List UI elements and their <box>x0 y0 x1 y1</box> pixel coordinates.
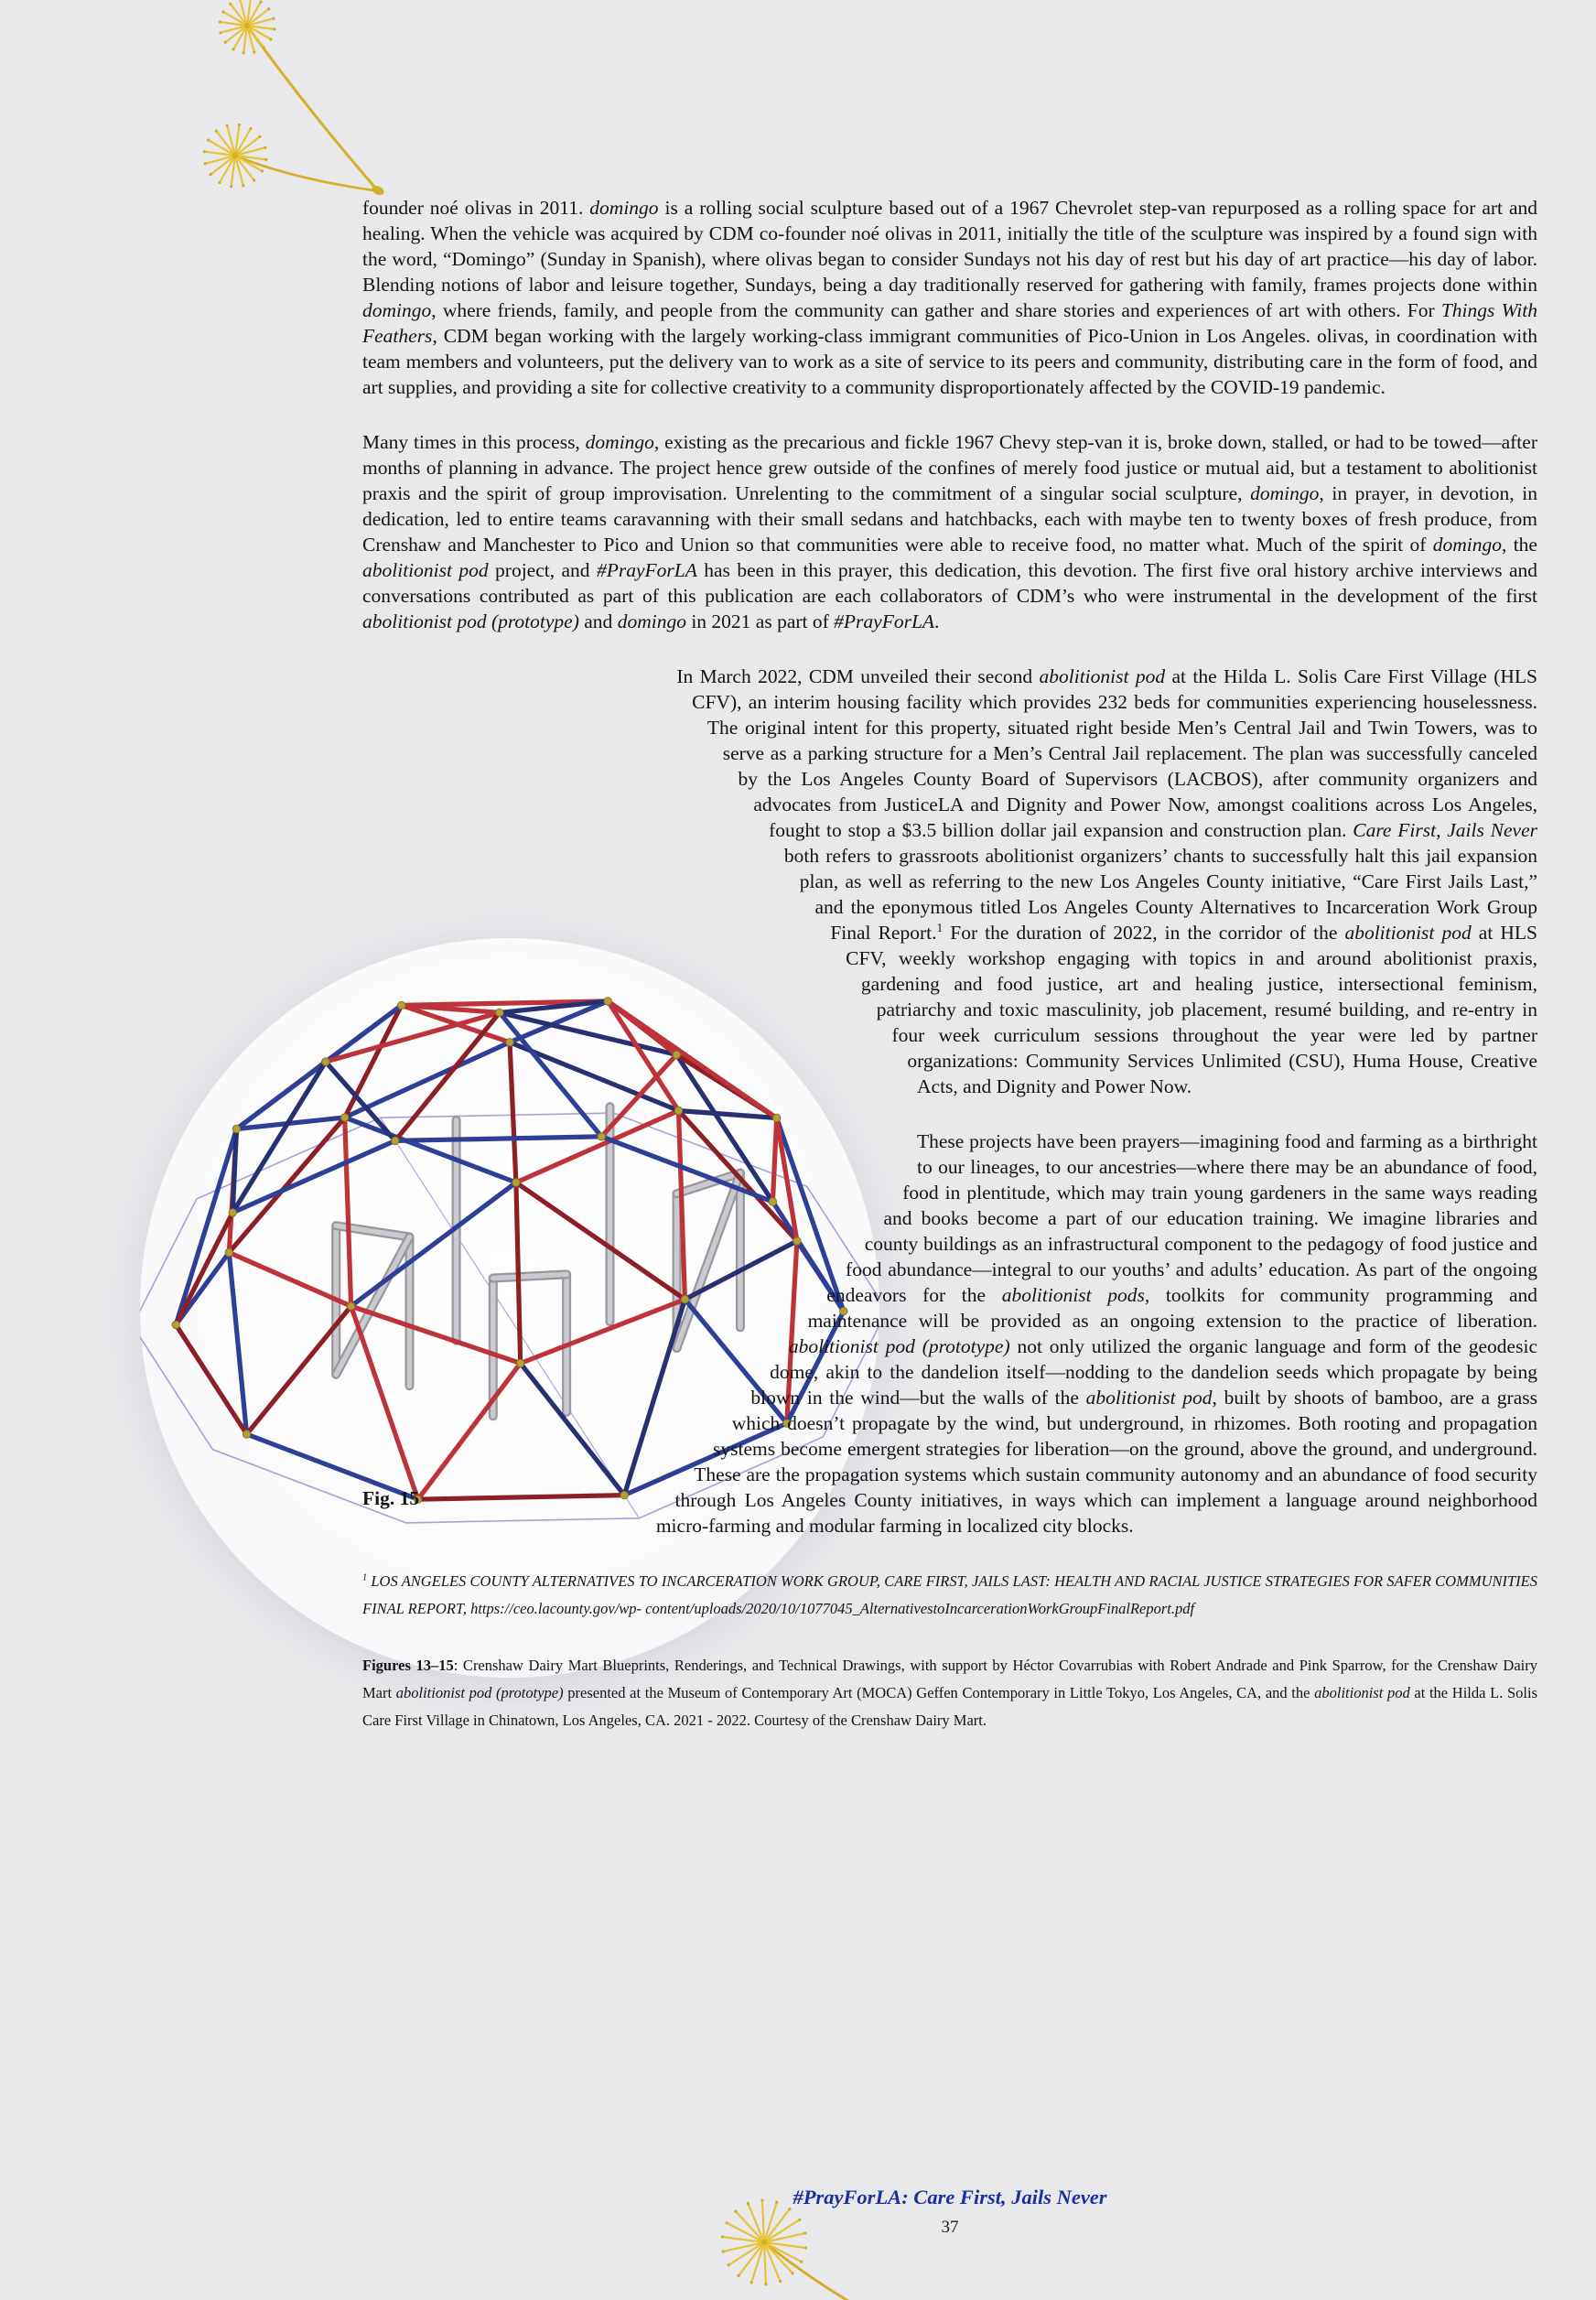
dandelion-seed-icon <box>178 0 444 215</box>
figure-label: Fig. 15 <box>362 1487 420 1509</box>
footer-tagline: #PrayForLA: Care First, Jails Never <box>793 2186 1107 2208</box>
paragraph-4: These projects have been prayers—imagining food and farming as a birthright to our lineages, to our ancestries—where there may be an abundance of food, food in plentitude, which may train young gardeners in the same ways reading and books become a part of our education training. We imagine libraries and county buildings as an infrastructural component to the pedagogy of food justice and food abundance—integral to our youths’ and adults’ education. As part of the ongoing endeavors for the abolitionist pods, toolkits for community programming and maintenance will be provided as an ongoing extension to the practice of liberation. abolitionist pod (prototype) not only utilized the organic language and form of the geodesic dome, akin to the dandelion itself—nodding to the dandelion seeds which propagate by being blown in the wind—but the walls of the abolitionist pod, built by shoots of bamboo, are a grass which doesn’t propagate by the wind, but underground, in rhizomes. Both rooting and propagation systems become emergent strategies for liberation—on the ground, above the ground, and underground. These are the propagation systems which sustain community autonomy and an abundance of food security through Los Angeles County initiatives, in ways which can implement a language around neighborhood micro-farming and modular farming in localized city blocks. <box>655 1130 1537 1537</box>
footnote: $^1$ LOS ANGELES COUNTY ALTERNATIVES TO INCARCERATION WORK GROUP, CARE FIRST, JAILS LAST: HEALTH AND RACIAL JUSTICE STRATEGIES FOR SAFER COMMUNITIES FINAL REPORT, https://ceo.lacounty.gov/wp- content/uploads/2020/10/1077045_AlternativestoIncarcerationWorkGroupFinalReport.pdf <box>362 1572 1537 1617</box>
page-footer <box>362 2186 1537 2238</box>
text-column <box>362 195 1537 1764</box>
paragraph-3: Fig. 15 In March 2022, CDM unveiled their second abolitionist pod at the Hilda L. Solis Care First Village (HLS CFV), an interim housing facility which provides 232 beds for communities experiencing houselessness. The original intent for this property, situated right beside Men’s Central Jail and Twin Towers, was to serve as a parking structure for a Men’s Central Jail replacement. The plan was successfully canceled by the Los Angeles County Board of Supervisors (LACBOS), after community organizers and advocates from JusticeLA and Dignity and Power Now, amongst coalitions across Los Angeles, fought to stop a $3.5 billion dollar jail expansion and construction plan. Care First, Jails Never both refers to grassroots abolitionist organizers’ chants to successfully halt this jail expansion plan, as well as referring to the new Los Angeles County initiative, “Care First Jails Last,” and the eponymous titled Los Angeles County Alternatives to Incarceration Work Group Final Report.$^1$ For the duration of 2022, in the corridor of the abolitionist pod at HLS CFV, weekly workshop engaging with topics in and around abolitionist praxis, gardening and food justice, art and healing justice, intersectional feminism, patriarchy and toxic masculinity, job placement, resumé building, and re-entry in four week curriculum sessions throughout the year were led by partner organizations: Community Services Unlimited (CSU), Huma House, Creative Acts, and Dignity and Power Now. <box>362 664 1537 1099</box>
paragraph-2: Many times in this process, domingo, existing as the precarious and fickle 1967 Chevy step-van it is, broke down, stalled, or had to be towed—after months of planning in advance. The project hence grew outside of the confines of merely food justice or mutual aid, but a testament to abolitionist praxis and the spirit of group improvisation. Unrelenting to the commitment of a singular social sculpture, domingo, in prayer, in devotion, in dedication, led to entire teams caravanning with their small sedans and hatchbacks, each with maybe ten to twenty boxes of fresh produce, from Crenshaw and Manchester to Pico and Union so that communities were able to receive food, no matter what. Much of the spirit of domingo, the abolitionist pod project, and #PrayForLA has been in this prayer, this dedication, this devotion. The first five oral history archive interviews and conversations contributed as part of this publication are each collaborators of CDM’s who were instrumental in the development of the first abolitionist pod (prototype) and domingo in 2021 as part of #PrayForLA. <box>362 431 1537 632</box>
figure-wrap-spacer <box>362 664 930 1535</box>
page-number: 37 <box>941 2218 959 2237</box>
figure-caption: Figures 13–15: Crenshaw Dairy Mart Blueprints, Renderings, and Technical Drawings, with support by Héctor Covarrubias with Robert Andrade and Pink Sparrow, for the Crenshaw Dairy Mart abolitionist pod (prototype) presented at the Museum of Contemporary Art (MOCA) Geffen Contemporary in Little Tokyo, Los Angeles, CA, and the abolitionist pod at the Hilda L. Solis Care First Village in Chinatown, Los Angeles, CA. 2021 - 2022. Courtesy of the Crenshaw Dairy Mart. <box>362 1657 1538 1729</box>
paragraph-1: founder noé olivas in 2011. domingo is a rolling social sculpture based out of a 1967 Chevrolet step-van repurposed as a rolling space for art and healing. When the vehicle was acquired by CDM co-founder noé olivas in 2011, initially the title of the sculpture was inspired by a found sign with the word, “Domingo” (Sunday in Spanish), where olivas began to consider Sundays not his day of rest but his day of art practice—his day of labor. Blending notions of labor and leisure together, Sundays, being a day traditionally reserved for gathering with family, frames projects done within domingo, where friends, family, and people from the community can gather and share stories and experiences of art with others. For Things With Feathers, CDM began working with the largely working-class immigrant communities of Pico-Union in Los Angeles. olivas, in coordination with team members and volunteers, put the delivery van to work as a site of service to its peers and community, distributing care in the form of food, and art supplies, and providing a site for collective creativity to a community disproportionately affected by the COVID-19 pandemic. <box>362 197 1538 398</box>
